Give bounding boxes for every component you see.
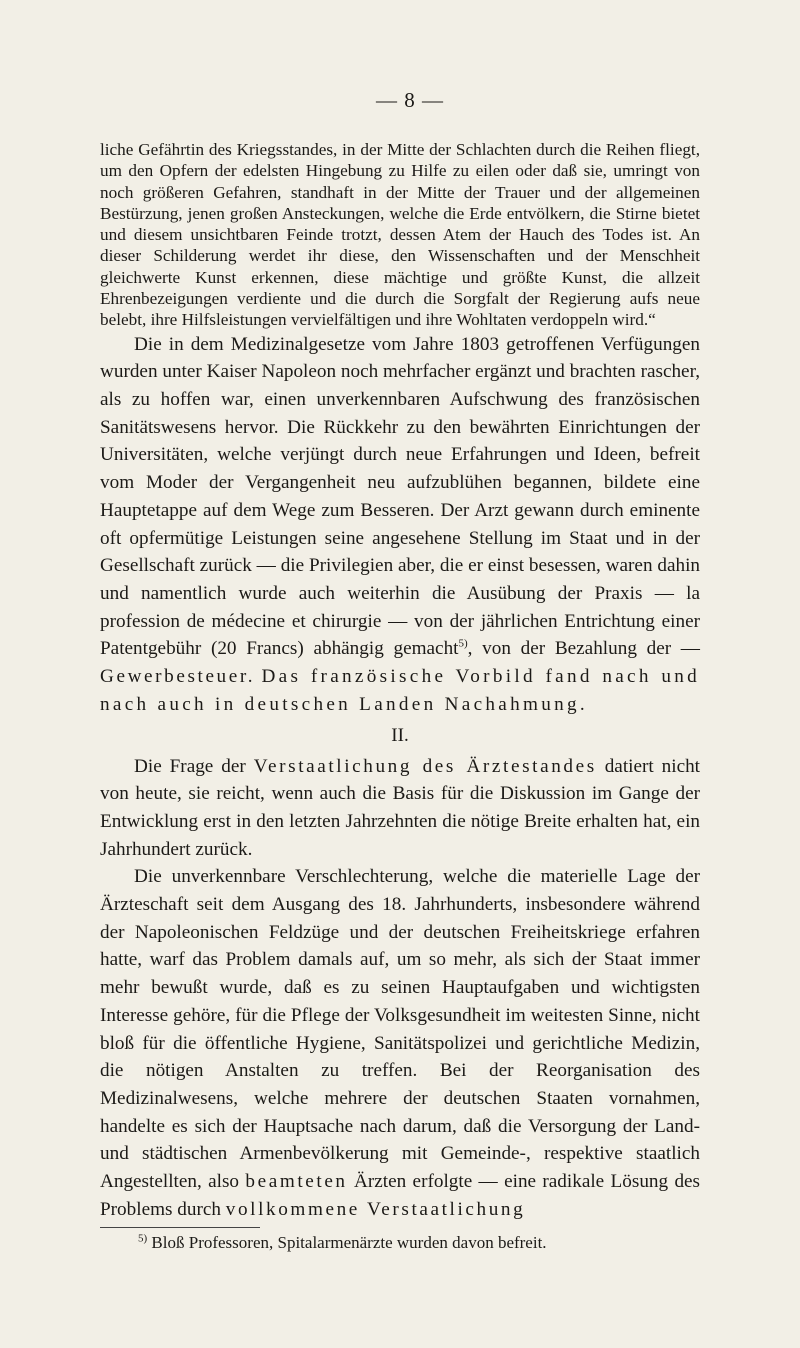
- footnote-ref: 5): [458, 638, 468, 651]
- quote-paragraph: liche Gefährtin des Kriegsstandes, in der Mitte der Schlachten durch die Reihen fliegt, um den Opfern der edelsten Hingebung zu Hilfe zu eilen oder daß sie, umringt von noch größeren Gefahren, standhaft in der Mitte der Trauer und der allgemeinen Bestürzung, jenen großen Ansteckungen, welche die Erde entvölkern, die Stirne bietet und diesem unsichtbaren Feinde trotzt, dessen Atem der Hauch des Todes ist. An dieser Schilderung werdet ihr diese, den Wissenschaften und der Menschheit gleichwerte Kunst erkennen, diese mächtige und größte Kunst, die allzeit Ehrenbezeigungen verdiente und die durch die Sorgfalt der Regierung aufs neue belebt, ihre Hilfsleistungen vervielfältigen und ihre Wohltaten verdoppeln wird.“: [100, 140, 700, 330]
- paragraph-3-middle: Ärzten erfolgte — eine radikale Lösung des Problems durch: [100, 1171, 701, 1220]
- paragraph-3: [100, 863, 700, 1223]
- spaced-term-verstaatlichung: Verstaatlichung des Ärztestandes: [253, 755, 597, 777]
- paragraph-1: [100, 331, 700, 719]
- section-heading: II.: [391, 724, 409, 746]
- spaced-term-gewerbesteuer: Gewerbesteuer.: [100, 666, 256, 688]
- paragraph-2: [100, 753, 700, 864]
- paragraph-2-before: Die Frage der: [134, 755, 246, 777]
- footnote-marker: 5): [138, 1232, 148, 1245]
- footnote-rule: [100, 1227, 260, 1228]
- spaced-term-beamteten: beamteten: [245, 1171, 348, 1193]
- page-content: [100, 88, 700, 1254]
- spaced-sentence: Das französische Vorbild fand nach und nach auch in deutschen Landen Nachahmung.: [100, 666, 701, 715]
- spaced-term-vollkommene: vollkommene Verstaatlichung: [225, 1198, 526, 1220]
- footnote: [100, 1232, 700, 1254]
- paragraph-2-after: datiert nicht von heute, sie reicht, wenn auch die Basis für die Diskussion im Gange der Entwicklung erst in den letzten Jahrzehnten die nötige Breite erhalten hat, ein Jahrhundert zurück.: [100, 755, 701, 860]
- page-number: — 8 —: [376, 88, 444, 112]
- paragraph-1-text: Die in dem Medizinalgesetze vom Jahre 1803 getroffenen Verfügungen wurden unter Kaiser Napoleon noch mehrfacher ergänzt und brachten rascher, als zu hoffen war, einen unverkennbaren Aufschwung des französischen Sanitätswesens hervor. Die Rückkehr zu den bewährten Einrichtungen der Universitäten, welche verjüngt durch neue Erfahrungen und Ideen, befreit vom Moder der Vergangenheit neu aufzublühen begannen, bildete eine Hauptetappe auf dem Wege zum Besseren. Der Arzt gewann durch eminente oft opfermütige Leistungen seine angesehene Stellung im Staat und in der Gesellschaft zurück — die Privilegien aber, die er einst besessen, waren dahin und namentlich wurde auch weiterhin die Ausübung der Praxis — la profession de médecine et chirurgie — von der jährlichen Entrichtung einer Patentgebühr (20 Francs) abhängig gemacht: [100, 333, 700, 660]
- footnote-text: Bloß Professoren, Spitalarmenärzte wurden davon befreit.: [147, 1233, 547, 1253]
- paragraph-1-text-after: , von der Bezahlung der —: [467, 638, 700, 660]
- paragraph-3-before: Die unverkennbare Verschlechterung, welche die materielle Lage der Ärzteschaft seit dem Ausgang des 18. Jahrhunderts, insbesondere während der Napoleonischen Feldzüge und der deutschen Freiheitskriege erfahren hatte, warf das Problem damals auf, um so mehr, als sich der Staat immer mehr bewußt wurde, daß es zu seinen Hauptaufgaben und wichtigsten Interesse gehöre, für die Pflege der Volksgesundheit im weitesten Sinne, nicht bloß für die öffentliche Hygiene, Sanitätspolizei und gerichtliche Medizin, die nötigen Anstalten zu treffen. Bei der Reorganisation des Medizinalwesens, welche mehrere der deutschen Staaten vornahmen, handelte es sich der Hauptsache nach darum, daß die Versorgung der Land- und städtischen Armenbevölkerung mit Gemeinde-, respektive staatlich Angestellten, also: [100, 866, 700, 1193]
